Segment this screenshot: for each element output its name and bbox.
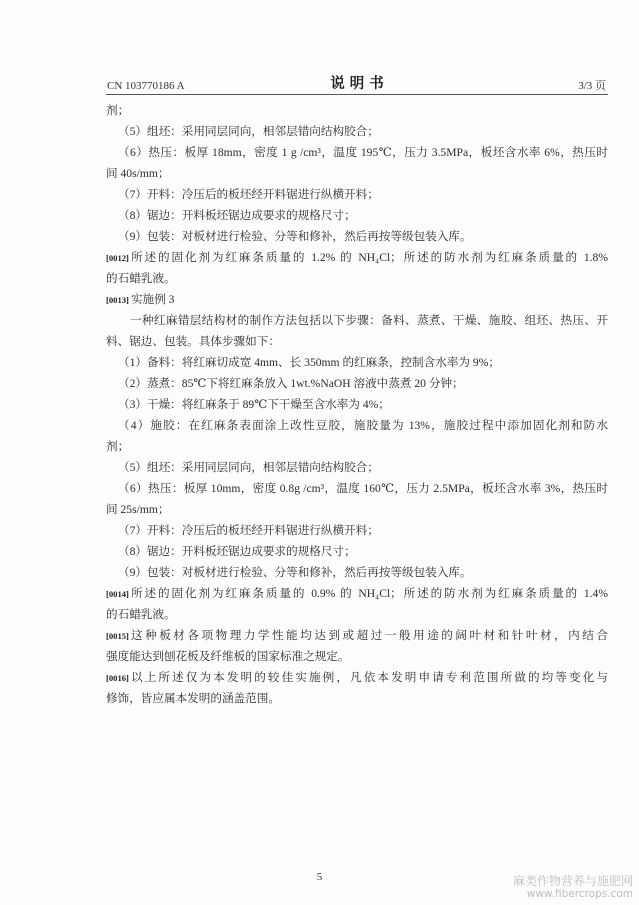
example-3-heading: 实施例 3 (131, 293, 175, 306)
page-count: 3/3 页 (578, 80, 606, 92)
paragraph-number: [0015] (106, 631, 129, 641)
publication-number: CN 103770186 A (107, 80, 185, 92)
document-title: 说 明 书 (330, 76, 384, 92)
paragraph-text: 以上所述仅为本发明的较佳实施例，凡依本发明申请专利范围所做的均等变化与 (131, 671, 608, 684)
paragraph-line: 的石蜡乳液。 (106, 272, 176, 285)
example-3-step-3-drying (106, 394, 608, 415)
example-3-step-1-material-prep (106, 352, 608, 373)
paragraph-line: 间 40s/mm； (106, 167, 170, 180)
example-3-step-4-gluing (106, 415, 608, 457)
paragraph-line: （2）蒸煮：85℃下将红麻条放入 1wt.%NaOH 溶液中蒸煮 20 分钟； (118, 377, 464, 390)
paragraph-line: （1）备料：将红麻切成宽 4mm、长 350mm 的红麻条，控制含水率为 9%； (118, 356, 500, 369)
step-6-hot-pressing (106, 142, 608, 184)
paragraph-line: （5）组坯：采用同层同向，相邻层错向结构胶合； (118, 125, 379, 138)
paragraph-text: 所述的固化剂为红麻条质量的 1.2% 的 NH₄Cl；所述的防水剂为红麻条质量的 1.8% (131, 251, 608, 264)
example-3-step-8-edge-trimming (106, 541, 608, 562)
paragraph-line: 的石蜡乳液。 (106, 608, 176, 621)
site-watermark (513, 874, 633, 901)
paragraph-line (106, 625, 608, 646)
paragraph-number: [0012] (106, 253, 129, 263)
paragraph-line: 剂； (106, 440, 130, 453)
paragraph-line: 强度能达到刨花板及纤维板的国家标准之规定。 (106, 650, 350, 663)
paragraph-number: [0014] (106, 589, 129, 599)
paragraph-0015 (106, 625, 608, 667)
paragraph-line: 一种红麻错层结构材的制作方法包括以下步骤：备料、蒸煮、干燥、施胶、组坯、热压、开 (130, 314, 608, 327)
step-5-assembly (106, 121, 608, 142)
paragraph-line: （9）包装：对板材进行检验、分等和修补，然后再按等级包装入库。 (118, 230, 472, 243)
paragraph-line: （8）锯边：开料板坯锯边成要求的规格尺寸； (118, 545, 356, 558)
paragraph-line (106, 583, 608, 604)
step-8-edge-trimming (106, 205, 608, 226)
paragraph-0012 (106, 247, 608, 289)
paragraph-line: （6）热压：板厚 10mm，密度 0.8g /cm³，温度 160℃，压力 2.5MPa，板坯含水率 3%，热压时 (118, 482, 608, 495)
paragraph-line: （5）组坯：采用同层同向，相邻层错向结构胶合； (118, 461, 379, 474)
paragraph-line: （3）干燥：将红麻条于 89℃下干燥至含水率为 4%； (118, 398, 390, 411)
paragraph-number: [0016] (106, 673, 129, 683)
example-3-intro (106, 310, 608, 352)
paragraph-line: （7）开料：冷压后的板坯经开料锯进行纵横开料； (118, 524, 379, 537)
paragraph-0014 (106, 583, 608, 625)
example-3-step-9-packaging (106, 562, 608, 583)
paragraph-line: 间 25s/mm； (106, 503, 170, 516)
example-3-step-7-cutting (106, 520, 608, 541)
paragraph-line (106, 667, 608, 688)
paragraph-0016 (106, 667, 608, 709)
page-header (106, 76, 608, 94)
example-3-step-2-steaming (106, 373, 608, 394)
paragraph-line: （4）施胶：在红麻条表面涂上改性豆胶，施胶量为 13%，施胶过程中添加固化剂和防水 (118, 419, 608, 432)
page-number: 5 (316, 871, 323, 883)
paragraph-line (106, 289, 608, 310)
paragraph-line (106, 247, 608, 268)
watermark-site-name: 麻类作物营养与施肥网 (512, 874, 633, 888)
paragraph-line: 修饰，皆应属本发明的涵盖范围。 (106, 692, 280, 705)
paragraph-line: （9）包装：对板材进行检验、分等和修补，然后再按等级包装入库。 (118, 566, 472, 579)
paragraph-line: 剂； (106, 104, 130, 117)
paragraph-text: 这种板材各项物理力学性能均达到或超过一般用途的阔叶材和针叶材，内结合 (131, 629, 608, 642)
paragraph-text: 所述的固化剂为红麻条质量的 0.9% 的 NH₄Cl；所述的防水剂为红麻条质量的 1.4% (131, 587, 608, 600)
step-7-cutting (106, 184, 608, 205)
example-3-step-6-hot-pressing (106, 478, 608, 520)
step-9-packaging (106, 226, 608, 247)
example-3-step-5-assembly (106, 457, 608, 478)
paragraph-line: （7）开料：冷压后的板坯经开料锯进行纵横开料； (118, 188, 379, 201)
paragraph-line: 料、锯边、包装。具体步骤如下： (106, 335, 280, 348)
paragraph-line: （6）热压：板厚 18mm，密度 1 g /cm³，温度 195℃，压力 3.5MPa，板坯含水率 6%，热压时 (118, 146, 608, 159)
paragraph-number: [0013] (106, 295, 129, 305)
continued-paragraph (106, 100, 608, 121)
paragraph-0013 (106, 289, 608, 310)
description-body (106, 100, 608, 709)
watermark-url: www.fibercrops.com (526, 888, 633, 900)
paragraph-line: （8）锯边：开料板坯锯边成要求的规格尺寸； (118, 209, 356, 222)
header-divider (106, 94, 608, 95)
